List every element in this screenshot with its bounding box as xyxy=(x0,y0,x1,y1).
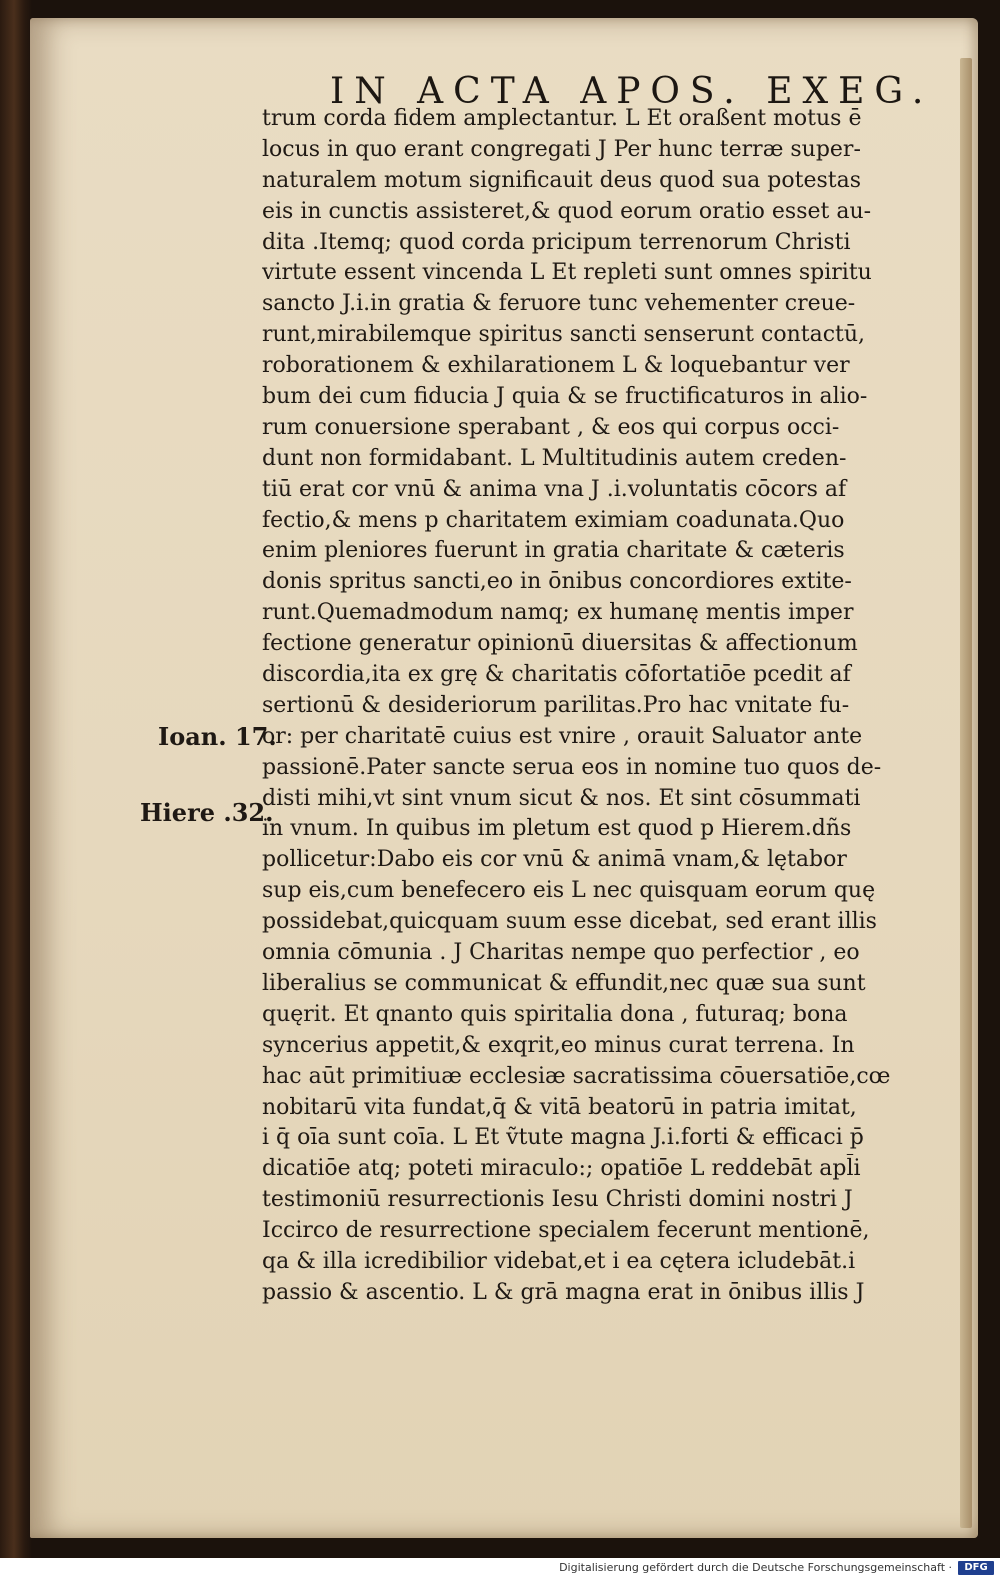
text-line: naturalem motum significauit deus quod sua potestas xyxy=(262,167,861,193)
text-line: qa & illa icredibilior videbat,et i ea cętera icludebāt.i xyxy=(262,1248,856,1274)
text-line: dita .Itemq; quod corda pricipum terrenorum Christi xyxy=(262,229,851,255)
text-line: i q̄ oīa sunt coīa. L Et ṽtute magna J.i.forti & efficaci p̄ xyxy=(262,1125,864,1151)
text-line: trum corda fidem amplectantur. L Et oraßent motus ē xyxy=(262,106,862,131)
text-line: passio & ascentio. L & grā magna erat in ōnibus illis J xyxy=(262,1279,865,1305)
text-line: pollicetur:Dabo eis cor vnū & animā vnam,& lętabor xyxy=(262,847,847,873)
margin-note-hiere: Hiere .32. xyxy=(140,798,274,827)
text-line: enim pleniores fuerunt in gratia charitate & cæteris xyxy=(262,538,845,564)
text-line: omnia cōmunia . J Charitas nempe quo perfectior , eo xyxy=(262,940,860,966)
text-line: dicatiōe atq; poteti miraculo:; opatiōe L reddebāt apl̄i xyxy=(262,1156,861,1182)
text-line: in vnum. In quibus im pletum est quod p Hierem.dñs xyxy=(262,816,852,842)
text-line: sancto J.i.in gratia & feruore tunc vehementer creue- xyxy=(262,291,856,317)
text-line: rum conuersione sperabant , & eos qui corpus occi- xyxy=(262,414,840,440)
text-line: sertionū & desideriorum parilitas.Pro hac vnitate fu- xyxy=(262,692,850,718)
text-line: dunt non formidabant. L Multitudinis autem creden- xyxy=(262,445,847,471)
text-line: possidebat,quicquam suum esse dicebat, sed erant illis xyxy=(262,909,877,935)
dfg-logo-icon: DFG xyxy=(958,1561,994,1575)
text-line: liberalius se communicat & effundit,nec quæ sua sunt xyxy=(262,970,866,996)
text-line: disti mihi,vt sint vnum sicut & nos. Et sint cōsummati xyxy=(262,785,861,811)
text-line: virtute essent vincenda L Et repleti sunt omnes spiritu xyxy=(262,260,872,286)
text-line: roborationem & exhilarationem L & loquebantur ver xyxy=(262,353,850,379)
text-line: Iccirco de resurrectione specialem fecerunt mentionē, xyxy=(262,1218,870,1244)
page-edge xyxy=(960,58,972,1528)
text-line: fectione generatur opinionū diuersitas & affectionum xyxy=(262,631,858,657)
text-line: passionē.Pater sancte serua eos in nomine tuo quos de- xyxy=(262,754,882,780)
text-line: locus in quo erant congregati J Per hunc terræ super- xyxy=(262,136,861,162)
text-line: hac aūt primitiuæ ecclesiæ sacratissima cōuersatiōe,cœ xyxy=(262,1063,891,1089)
text-line: syncerius appetit,& exqrit,eo minus curat terrena. In xyxy=(262,1032,855,1058)
text-line: or: per charitatē cuius est vnire , orauit Saluator ante xyxy=(262,723,863,749)
text-line: quęrit. Et qnanto quis spiritalia dona , futuraq; bona xyxy=(262,1001,848,1027)
text-line: nobitarū vita fundat,q̄ & vitā beatorū in patria imitat, xyxy=(262,1094,857,1120)
text-line: bum dei cum fiducia J quia & se fructificaturos in alio- xyxy=(262,384,868,410)
margin-note-ioan: Ioan. 17. xyxy=(158,722,277,751)
funding-notice: Digitalisierung gefördert durch die Deutsche Forschungsgemeinschaft · xyxy=(559,1561,952,1574)
text-line: testimoniū resurrectionis Iesu Christi domini nostri J xyxy=(262,1187,853,1213)
text-line: discordia,ita ex grę & charitatis cōfortatiōe pcedit af xyxy=(262,662,851,688)
text-line: fectio,& mens p charitatem eximiam coadunata.Quo xyxy=(262,507,845,533)
text-line: tiū erat cor vnū & anima vna J .i.voluntatis cōcors af xyxy=(262,476,847,502)
body-text xyxy=(262,104,948,1309)
text-line: runt,mirabilemque spiritus sancti senserunt contactū, xyxy=(262,322,866,348)
text-line: sup eis,cum benefecero eis L nec quisquam eorum quę xyxy=(262,878,876,904)
text-line: eis in cunctis assisteret,& quod eorum oratio esset au- xyxy=(262,198,872,224)
text-line: donis spritus sancti,eo in ōnibus concordiores extite- xyxy=(262,569,852,595)
running-header: IN ACTA APOS. EXEG. xyxy=(330,71,934,112)
text-line: runt.Quemadmodum namq; ex humanę mentis imper xyxy=(262,600,854,626)
